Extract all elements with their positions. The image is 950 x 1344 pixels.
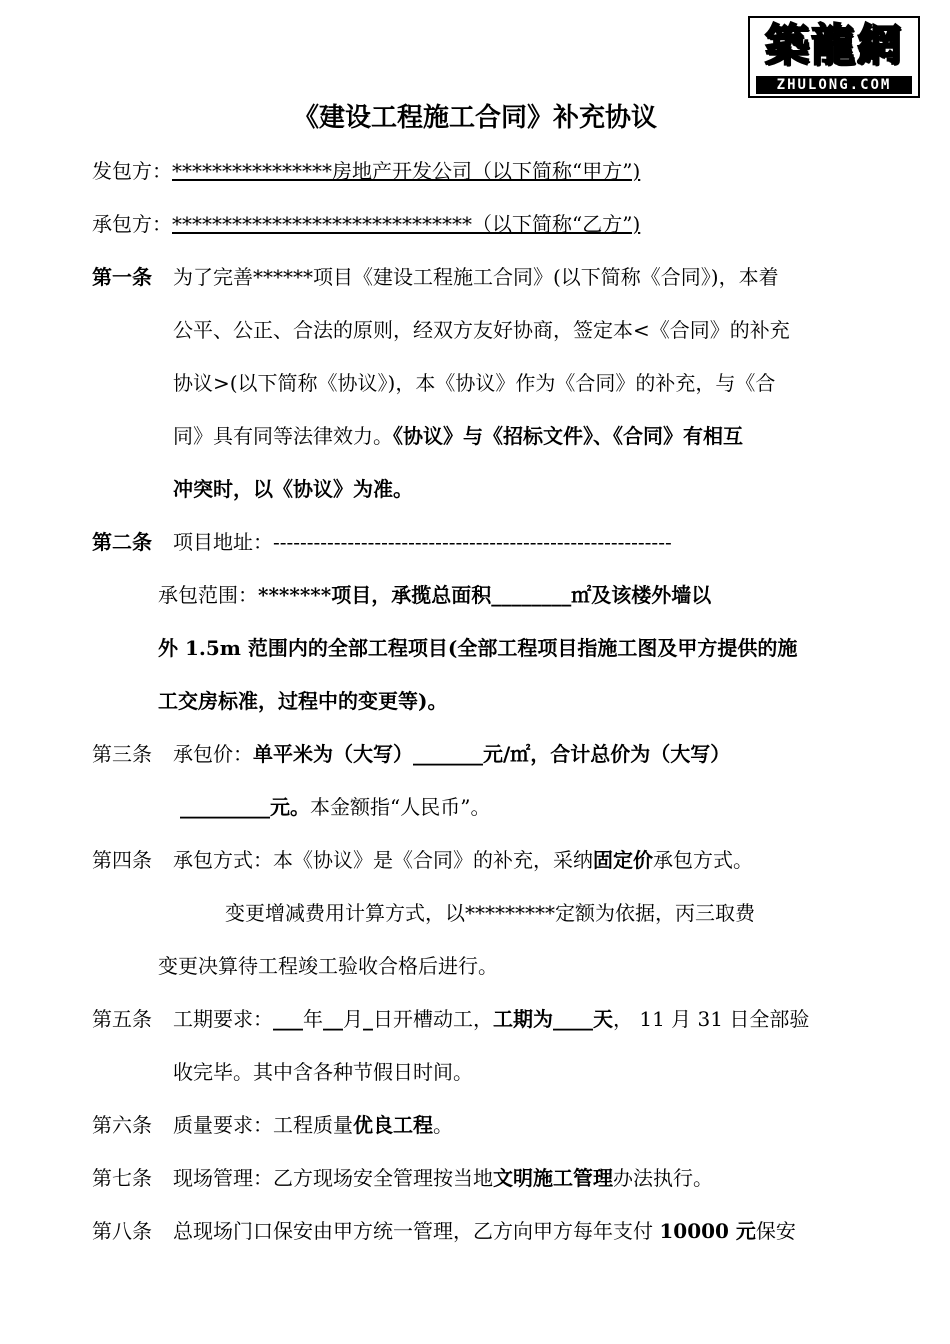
quality-line bbox=[173, 1110, 453, 1140]
zhulong-logo bbox=[748, 16, 920, 98]
contract-method-line-1 bbox=[173, 845, 753, 875]
security-text-c: 保安 bbox=[755, 1219, 796, 1243]
logo-english: ZHULONG.COM bbox=[756, 76, 912, 94]
quality-grade: 优良工程 bbox=[353, 1113, 433, 1137]
contract-price-line-2 bbox=[180, 792, 490, 822]
article-1-line-5: 冲突时，以《协议》为准。 bbox=[173, 477, 413, 501]
article-7-label: 第七条 bbox=[92, 1166, 152, 1190]
contract-scope-line-3: 工交房标准，过程中的变更等)。 bbox=[158, 689, 448, 713]
method-text-a: 承包方式：本《协议》是《合同》的补充，采纳 bbox=[173, 848, 593, 872]
security-text-a: 总现场门口保安由甲方统一管理，乙方向甲方每年支付 bbox=[173, 1219, 660, 1243]
schedule-line-2: 收完毕。其中含各种节假日时间。 bbox=[173, 1060, 473, 1084]
article-4-label: 第四条 bbox=[92, 848, 152, 872]
party-b-label: 承包方： bbox=[92, 212, 172, 236]
article-1-line-1: 为了完善******项目《建设工程施工合同》(以下简称《合同》)，本着 bbox=[173, 265, 779, 289]
contract-scope-line-2: 外 1.5m 范围内的全部工程项目(全部工程项目指施工图及甲方提供的施 bbox=[158, 636, 798, 660]
party-b-name: ******************************（以下简称“乙方”) bbox=[172, 212, 641, 236]
schedule-text-a: 工期要求： bbox=[173, 1007, 273, 1031]
unit-price-blank: _______ bbox=[413, 742, 483, 766]
price-label: 承包价： bbox=[173, 742, 253, 766]
article-2-label: 第二条 bbox=[92, 530, 152, 554]
quality-text-c: 。 bbox=[433, 1113, 453, 1137]
duration-blank: ____ bbox=[553, 1007, 593, 1031]
month-char: 月 bbox=[343, 1007, 363, 1031]
scope-text-a: *******项目，承揽总面积 bbox=[258, 583, 492, 607]
schedule-line-1 bbox=[173, 1004, 809, 1034]
site-management-line bbox=[173, 1163, 713, 1193]
total-price-blank: _________ bbox=[180, 795, 270, 819]
duration-label: 工期为 bbox=[493, 1007, 553, 1031]
party-b-line bbox=[92, 209, 640, 239]
month-blank: __ bbox=[323, 1007, 343, 1031]
completion-date-text: ， 11 月 31 日全部验 bbox=[613, 1007, 810, 1031]
party-a-name: ****************房地产开发公司（以下简称“甲方”) bbox=[172, 159, 641, 183]
scope-label: 承包范围： bbox=[158, 583, 258, 607]
quality-text-a: 质量要求：工程质量 bbox=[173, 1113, 353, 1137]
site-text-a: 现场管理：乙方现场安全管理按当地 bbox=[173, 1166, 493, 1190]
article-1-line-4b: 《协议》与《招标文件》、《合同》有相互 bbox=[393, 424, 743, 448]
article-8-label: 第八条 bbox=[92, 1219, 152, 1243]
article-6-label: 第六条 bbox=[92, 1113, 152, 1137]
contract-scope-line-1 bbox=[158, 580, 711, 610]
method-text-c: 承包方式。 bbox=[653, 848, 753, 872]
article-1-label: 第一条 bbox=[92, 265, 152, 289]
document-title: 《建设工程施工合同》补充协议 bbox=[292, 103, 657, 133]
party-a-line bbox=[92, 156, 640, 186]
price-total-text: 元/㎡，合计总价为（大写） bbox=[483, 742, 731, 766]
contract-method-line-2: 变更增减费用计算方式，以*********定额为依据，丙三取费 bbox=[225, 901, 755, 925]
article-1-line-2: 公平、公正、合法的原则，经双方友好协商，签定本<《合同》的补充 bbox=[173, 318, 790, 342]
price-yuan: 元。 bbox=[270, 795, 310, 819]
scope-text-b: ㎡及该楼外墙以 bbox=[571, 583, 712, 607]
duration-days: 天 bbox=[593, 1007, 613, 1031]
day-char: 日开槽动工， bbox=[373, 1007, 493, 1031]
logo-chinese: 築龍網 bbox=[765, 20, 903, 71]
security-line bbox=[173, 1216, 796, 1246]
price-currency-note: 本金额指“人民币”。 bbox=[310, 795, 491, 819]
site-text-c: 办法执行。 bbox=[613, 1166, 713, 1190]
party-a-label: 发包方： bbox=[92, 159, 172, 183]
year-blank: ___ bbox=[273, 1007, 303, 1031]
area-blank: ________ bbox=[491, 583, 572, 607]
article-1-line-3: 协议>(以下简称《协议》)，本《协议》作为《合同》的补充，与《合 bbox=[173, 371, 776, 395]
contract-price-line-1 bbox=[173, 739, 730, 769]
article-5-label: 第五条 bbox=[92, 1007, 152, 1031]
civilized-construction: 文明施工管理 bbox=[493, 1166, 613, 1190]
article-1-line-4a: 同》具有同等法律效力。 bbox=[173, 424, 393, 448]
article-3-label: 第三条 bbox=[92, 742, 152, 766]
project-address: 项目地址：----------------------------------------------------------- bbox=[173, 530, 672, 554]
article-1-line-4 bbox=[173, 421, 743, 451]
year-char: 年 bbox=[303, 1007, 323, 1031]
contract-method-line-3: 变更决算待工程竣工验收合格后进行。 bbox=[158, 954, 498, 978]
method-fixed-price: 固定价 bbox=[593, 848, 653, 872]
security-fee: 10000 元 bbox=[659, 1219, 756, 1243]
day-blank: _ bbox=[363, 1007, 373, 1031]
price-unit-text: 单平米为（大写） bbox=[253, 742, 413, 766]
